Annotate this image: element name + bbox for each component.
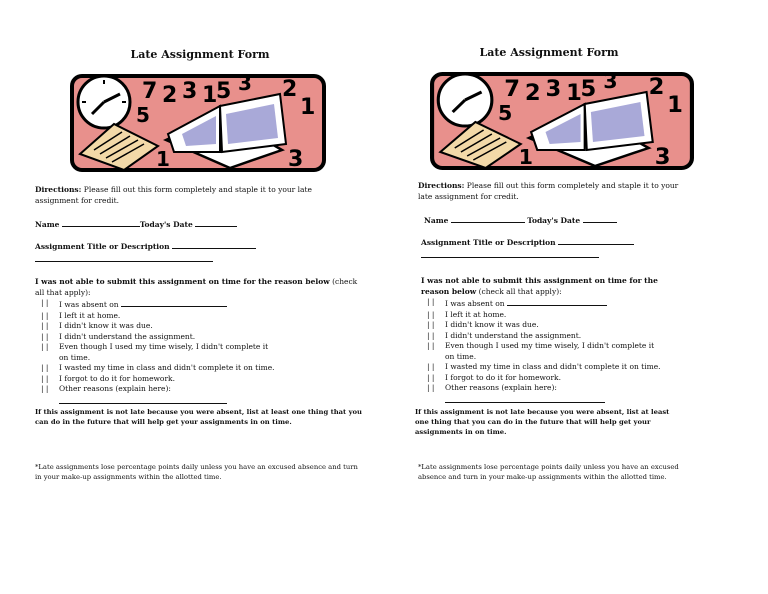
reason-item[interactable]: | | I didn't understand the assignment. — [427, 330, 582, 340]
directions-label: Directions: — [418, 181, 465, 190]
reason-item[interactable]: | | Other reasons (explain here): — [41, 384, 171, 393]
clip-number: 1 — [518, 145, 534, 169]
assignment-label: Assignment Title or Description — [421, 238, 556, 247]
clip-number: 1 — [667, 92, 683, 118]
reason-item[interactable]: | | I forgot to do it for homework. — [427, 372, 561, 382]
checkbox[interactable]: | | — [41, 298, 49, 307]
clip-number: 1 — [156, 147, 170, 171]
clock-icon — [438, 74, 492, 126]
checkbox[interactable]: | | — [41, 310, 49, 320]
assignment-field[interactable] — [558, 236, 634, 245]
clip-number: 3 — [238, 74, 252, 95]
checkbox[interactable]: | | — [427, 309, 435, 319]
reason-list — [421, 297, 683, 406]
assignment-row — [35, 240, 355, 265]
checkbox[interactable]: | | — [41, 373, 49, 383]
clip-number: 2 — [162, 83, 178, 108]
directions-text: Please fill out this form completely and staple it to your late assignment for credit. — [35, 185, 312, 205]
directions-text: Please fill out this form completely and staple it to your late assignment for credit. — [418, 181, 679, 201]
clip-number: 7 — [504, 76, 521, 102]
form-title: Late Assignment Form — [130, 48, 270, 61]
assignment-label: Assignment Title or Description — [35, 242, 170, 251]
explain-line — [35, 395, 360, 408]
reason-continuation: on time. — [445, 351, 477, 361]
clip-number: 3 — [603, 72, 618, 93]
clip-number: 7 — [142, 79, 158, 104]
directions — [418, 181, 680, 202]
reason-item[interactable]: | | I didn't understand the assignment. — [41, 331, 196, 341]
clipart-banner — [430, 72, 694, 170]
reason-item[interactable]: | | I left it at home. — [41, 310, 121, 320]
checkbox[interactable]: | | — [427, 341, 435, 350]
name-date-row — [424, 214, 684, 227]
reason-item[interactable]: | | I wasted my time in class and didn't complete it on time. — [41, 363, 275, 372]
reasons-section — [35, 277, 360, 407]
clip-number: 1 — [566, 80, 582, 106]
clip-number: 5 — [498, 101, 513, 125]
checkbox[interactable]: | | — [427, 297, 435, 306]
clip-number: 3 — [288, 147, 304, 172]
reason-item[interactable]: | | I wasted my time in class and didn't complete it on time. — [427, 362, 661, 371]
clip-number: 3 — [654, 144, 671, 170]
assignment-row — [421, 236, 683, 261]
explain-field[interactable] — [445, 394, 605, 403]
reason-heading: I was not able to submit this assignment on time for the reason below — [35, 277, 330, 286]
reason-item[interactable]: | | I didn't know it was due. — [41, 321, 153, 330]
explain-line — [421, 394, 683, 407]
checkbox[interactable]: | | — [41, 384, 49, 393]
reason-item[interactable]: | | Even though I used my time wisely, I didn't complete it — [41, 342, 269, 351]
name-date-row — [35, 218, 355, 231]
footnote: *Late assignments lose percentage points daily unless you have an excused absence and turn in your make-up assignments within the allotted time. — [418, 463, 679, 481]
directions — [35, 185, 335, 206]
footnote: *Late assignments lose percentage points daily unless you have an excused absence and turn in your make-up assignments within the allotted time. — [35, 463, 358, 481]
assignment-field-line2[interactable] — [35, 253, 213, 262]
absent-date-field[interactable] — [507, 297, 607, 306]
reason-note: (check all that apply): — [478, 286, 562, 296]
clip-number: 5 — [580, 76, 597, 102]
reasons-section — [421, 276, 683, 406]
checkbox[interactable]: | | — [427, 383, 435, 392]
clipart-banner — [70, 74, 326, 172]
date-label: Today's Date — [527, 216, 581, 225]
reason-item[interactable]: | | Even though I used my time wisely, I didn't complete it — [427, 341, 655, 350]
absent-note: If this assignment is not late because you were absent, list at least one thing that you can do in the future that will help get your assignments in on time. — [415, 408, 670, 436]
clip-number: 2 — [648, 74, 665, 100]
reason-item[interactable]: | | I didn't know it was due. — [427, 320, 539, 329]
reason-item[interactable]: | | Other reasons (explain here): — [427, 383, 557, 392]
assignment-field-line2[interactable] — [421, 249, 599, 258]
name-label: Name — [35, 220, 60, 229]
clip-number: 1 — [202, 83, 218, 108]
clip-number: 3 — [182, 79, 198, 104]
checkbox[interactable]: | | — [41, 342, 49, 351]
clip-number: 1 — [300, 95, 316, 120]
reason-item[interactable]: | | I was absent on — [421, 297, 683, 310]
checkbox[interactable]: | | — [427, 320, 435, 329]
name-label: Name — [424, 216, 449, 225]
absent-date-field[interactable] — [121, 298, 227, 307]
clip-number: 2 — [282, 77, 298, 102]
checkbox[interactable]: | | — [41, 321, 49, 330]
checkbox[interactable]: | | — [41, 331, 49, 341]
form-title: Late Assignment Form — [479, 46, 619, 59]
date-field[interactable] — [195, 218, 237, 227]
absent-note: If this assignment is not late because you were absent, list at least one thing that you can do in the future that will help get your assignments in on time. — [35, 408, 362, 426]
clip-number: 5 — [216, 79, 232, 104]
date-field[interactable] — [583, 214, 617, 223]
checkbox[interactable]: | | — [427, 362, 435, 371]
reason-item[interactable]: | | I left it at home. — [427, 309, 507, 319]
name-field[interactable] — [451, 214, 525, 223]
reason-item[interactable]: | | I forgot to do it for homework. — [41, 373, 175, 383]
reason-item[interactable]: | | I was absent on — [35, 298, 360, 311]
date-label: Today's Date — [139, 220, 193, 229]
checkbox[interactable]: | | — [427, 330, 435, 340]
assignment-field[interactable] — [172, 240, 256, 249]
reason-list — [35, 298, 360, 407]
clip-number: 5 — [136, 103, 150, 127]
name-field[interactable] — [62, 218, 140, 227]
reason-note: (check all that apply): — [35, 277, 358, 297]
reason-continuation: on time. — [59, 352, 91, 362]
clock-icon — [78, 76, 130, 128]
explain-field[interactable] — [59, 395, 227, 404]
directions-label: Directions: — [35, 185, 82, 194]
reason-heading: I was not able to submit this assignment on time for the reason below — [421, 276, 658, 296]
checkbox[interactable]: | | — [41, 363, 49, 372]
checkbox[interactable]: | | — [427, 372, 435, 382]
clip-number: 2 — [524, 80, 541, 106]
clip-number: 3 — [545, 76, 562, 102]
